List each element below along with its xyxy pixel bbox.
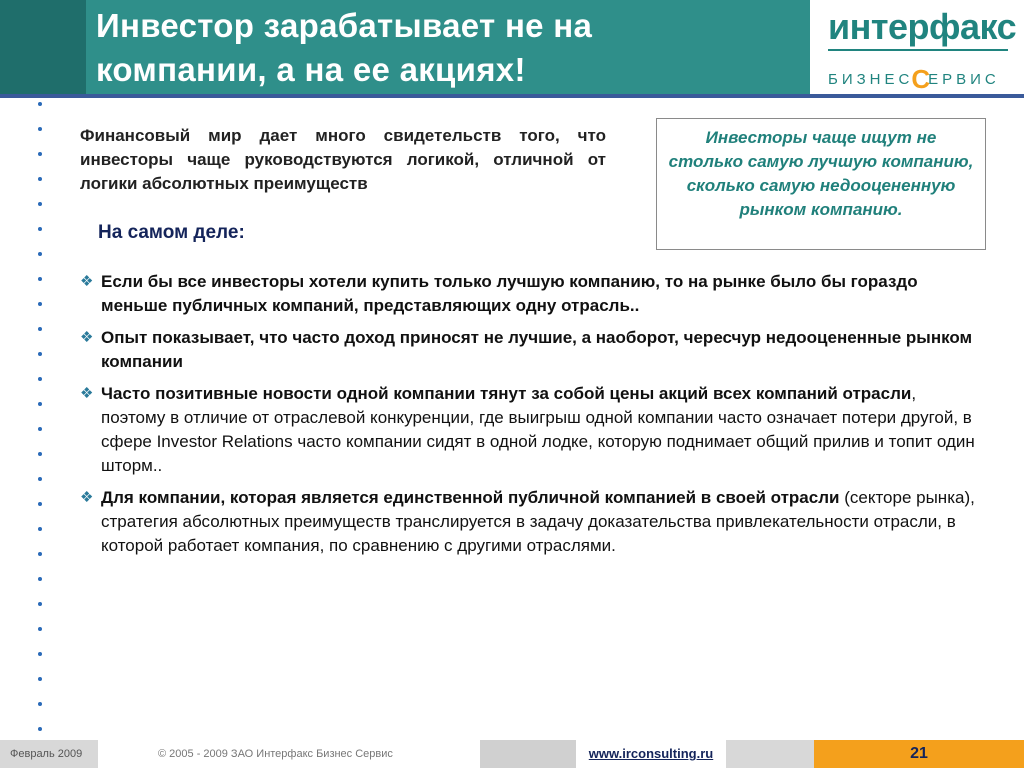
header-divider (0, 94, 1024, 98)
logo-main-text: интерфакс (828, 6, 1017, 47)
bullet-normal-text: , поэтому в отличие от отраслевой конкуренции, где выигрыш одной компании часто означает потери другой, в сфере Investor Relations часто компании сидят в одной лодке, которую поднимает общий прилив и топит один шторм.. (101, 384, 975, 475)
decorative-dot (38, 277, 42, 281)
decorative-dot (38, 527, 42, 531)
decorative-dot (38, 727, 42, 731)
decorative-dot (38, 602, 42, 606)
bullet-item (80, 382, 980, 478)
decorative-dot (38, 627, 42, 631)
diamond-bullet-icon: ❖ (80, 329, 94, 346)
company-logo (810, 0, 1024, 94)
decorative-dot (38, 502, 42, 506)
header-bar (0, 0, 810, 94)
logo-subtitle (828, 60, 1000, 94)
decorative-dot (38, 452, 42, 456)
bullet-bold-text: Если бы все инвесторы хотели купить только лучшую компанию, то на рынке было бы гораздо меньше публичных компаний, представляющих одну отрасль.. (101, 272, 918, 315)
bullet-bold-text: Часто позитивные новости одной компании тянут за собой цены акций всех компаний отрасли (101, 384, 912, 403)
slide-title-line-1: Инвестор зарабатывает не на (96, 7, 593, 44)
footer-date: Февраль 2009 (0, 740, 98, 768)
decorative-dot (38, 427, 42, 431)
decorative-dot (38, 652, 42, 656)
page-number: 21 (814, 740, 1024, 768)
diamond-bullet-icon: ❖ (80, 273, 94, 290)
intro-paragraph: Финансовый мир дает много свидетельств того, что инвесторы чаще руководствуются логикой, отличной от логики абсолютных преимуществ (80, 126, 606, 193)
callout-box (656, 118, 986, 250)
slide-title (96, 4, 796, 92)
decorative-dot (38, 352, 42, 356)
decorative-dot (38, 252, 42, 256)
bullet-list (80, 270, 980, 566)
header-left-strip (0, 0, 86, 94)
decorative-dot (38, 327, 42, 331)
decorative-dot (38, 227, 42, 231)
logo-sub-suffix: ЕРВИС (928, 71, 1000, 88)
decorative-dot (38, 377, 42, 381)
bullet-bold-text: Опыт показывает, что часто доход приносят не лучшие, а наоборот, чересчур недооцененные рынком компании (101, 328, 973, 371)
decorative-dot (38, 477, 42, 481)
slide-title-line-2: компании, а на ее акциях! (96, 51, 526, 88)
decorative-dot (38, 177, 42, 181)
decorative-dot (38, 677, 42, 681)
footer-website-link[interactable]: www.irconsulting.ru (576, 740, 726, 768)
decorative-dot (38, 127, 42, 131)
bullet-item (80, 326, 980, 374)
logo-sub-prefix: БИЗНЕС (828, 71, 914, 88)
decorative-dot (38, 152, 42, 156)
footer-copyright: © 2005 - 2009 ЗАО Интерфакс Бизнес Сервис (98, 740, 480, 768)
decorative-dot (38, 202, 42, 206)
decorative-dot (38, 302, 42, 306)
decorative-dot (38, 552, 42, 556)
decorative-dot (38, 577, 42, 581)
diamond-bullet-icon: ❖ (80, 489, 94, 506)
logo-sub-letter: С (911, 64, 931, 94)
section-subheading: На самом деле: (98, 222, 245, 243)
bullet-item (80, 270, 980, 318)
decorative-dot (38, 102, 42, 106)
footer-spacer (480, 740, 576, 768)
diamond-bullet-icon: ❖ (80, 385, 94, 402)
bullet-bold-text: Для компании, которая является единственной публичной компанией в своей отрасли (101, 488, 840, 507)
decorative-dot (38, 402, 42, 406)
bullet-item (80, 486, 980, 558)
footer-spacer (726, 740, 814, 768)
decorative-dot-column (36, 98, 48, 738)
footer-bar (0, 740, 1024, 768)
bullet-normal-text: (секторе рынка), стратегия абсолютных преимуществ транслируется в задачу доказательства привлекательности отрасли, в которой работает компания, по сравнению с другими отраслями. (101, 488, 975, 555)
logo-divider (828, 49, 1008, 51)
callout-text: Инвесторы чаще ищут не столько самую лучшую компанию, сколько самую недооцененную рынком компанию. (668, 128, 974, 219)
decorative-dot (38, 702, 42, 706)
